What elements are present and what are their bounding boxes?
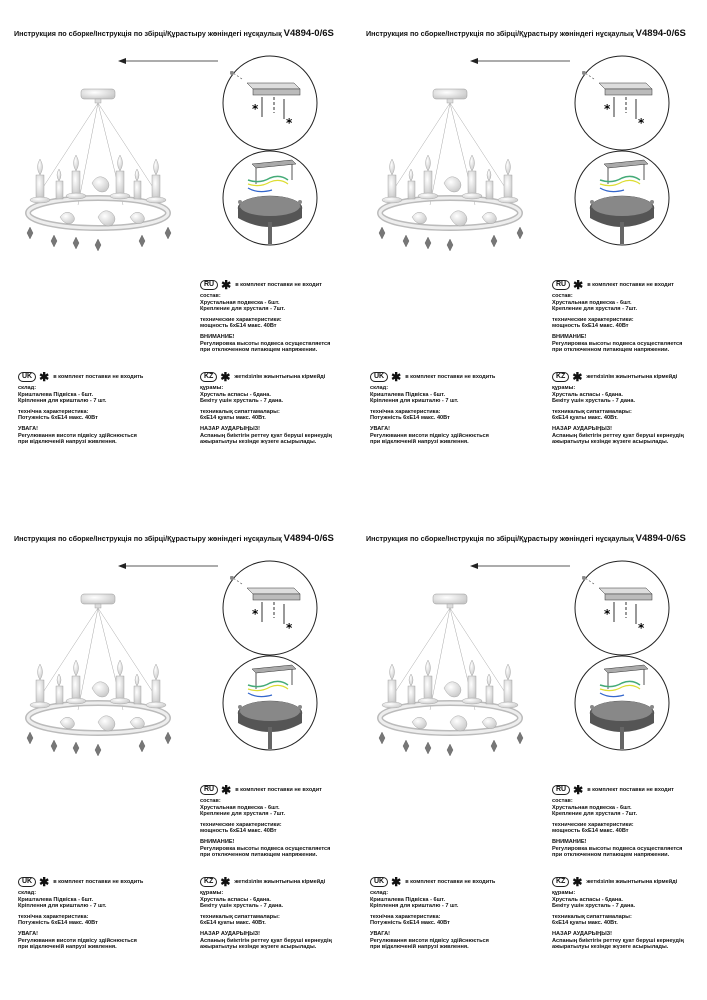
kz-warning: НАЗАР АУДАРЫҢЫЗ! Аспаның биіктігін реттеу қуат беруші кернеудің ажыратылуы кезінде жүзеге асырылады. bbox=[552, 425, 684, 446]
ru-badge: RU bbox=[200, 785, 218, 795]
kz-composition: құрамы: Хрусталь аспасы - 6дана. Бекіту үшін хрусталь - 7 дана. bbox=[552, 890, 636, 910]
uk-composition: склад: Кришталева Підвіска - 6шт. Кріплення для кришталю - 7 шт. bbox=[18, 890, 107, 910]
model-code: V4894-0/6S bbox=[283, 28, 334, 39]
asterisk-icon: ✱ bbox=[391, 875, 402, 889]
uk-note: в комплект поставки не входить bbox=[53, 878, 144, 885]
asterisk-icon: ✱ bbox=[220, 370, 231, 384]
ru-specs: технические характеристики: мощность 6хЕ14 макс. 40Вт bbox=[200, 821, 282, 835]
kz-badge: KZ bbox=[552, 877, 569, 887]
svg-text:*: * bbox=[604, 607, 611, 621]
kz-warning: НАЗАР АУДАРЫҢЫЗ! Аспаның биіктігін реттеу қуат беруші кернеудің ажыратылуы кезінде жүзеге асырылады. bbox=[200, 425, 332, 446]
uk-badge: UK bbox=[18, 372, 36, 382]
kz-note: жеткізілім жиынтығына кірмейді bbox=[234, 878, 326, 885]
ru-note: в комплект поставки не входит bbox=[587, 786, 674, 793]
ru-section bbox=[552, 280, 702, 358]
instruction-panel-2 bbox=[352, 0, 692, 480]
ru-specs: технические характеристики: мощность 6хЕ14 макс. 40Вт bbox=[552, 316, 634, 330]
kz-badge: KZ bbox=[200, 372, 217, 382]
ru-section bbox=[200, 280, 350, 358]
ru-composition: состав: Хрустальная подвеска - 6шт. Крепление для хрусталя - 7шт. bbox=[552, 293, 638, 313]
chandelier-illustration bbox=[370, 55, 550, 255]
kz-warning: НАЗАР АУДАРЫҢЫЗ! Аспаның биіктігін реттеу қуат беруші кернеудің ажыратылуы кезінде жүзеге асырылады. bbox=[552, 930, 684, 951]
uk-note: в комплект поставки не входить bbox=[405, 878, 496, 885]
uk-section bbox=[18, 372, 193, 450]
kz-note: жеткізілім жиынтығына кірмейді bbox=[586, 373, 678, 380]
asterisk-icon: ✱ bbox=[573, 783, 584, 797]
asterisk-icon: ✱ bbox=[221, 783, 232, 797]
kz-composition: құрамы: Хрусталь аспасы - 6дана. Бекіту үшін хрусталь - 7 дана. bbox=[200, 385, 284, 405]
svg-text:*: * bbox=[638, 116, 645, 130]
mounting-bracket-detail bbox=[574, 560, 670, 656]
svg-text:*: * bbox=[252, 102, 259, 116]
uk-badge: UK bbox=[370, 372, 388, 382]
ru-note: в комплект поставки не входит bbox=[235, 786, 322, 793]
mounting-bracket-detail bbox=[222, 560, 318, 656]
kz-section bbox=[200, 877, 350, 955]
chandelier-illustration bbox=[18, 560, 198, 760]
uk-section bbox=[18, 877, 193, 955]
ru-composition: состав: Хрустальная подвеска - 6шт. Крепление для хрусталя - 7шт. bbox=[552, 798, 638, 818]
model-code: V4894-0/6S bbox=[283, 533, 334, 544]
asterisk-icon: ✱ bbox=[572, 370, 583, 384]
uk-note: в комплект поставки не входить bbox=[53, 373, 144, 380]
uk-section bbox=[370, 877, 545, 955]
ru-badge: RU bbox=[552, 280, 570, 290]
model-code: V4894-0/6S bbox=[635, 533, 686, 544]
uk-composition: склад: Кришталева Підвіска - 6шт. Кріплення для кришталю - 7 шт. bbox=[18, 385, 107, 405]
title-text: Инструкция по сборке/Інструкція по збірці/Құрастыру жөніндегі нұсқаулық bbox=[14, 534, 282, 543]
uk-warning: УВАГА! Регулювання висоти підвісу здійснюється при відключеній напрузі живлення. bbox=[370, 930, 489, 951]
title-text: Инструкция по сборке/Інструкція по збірці/Құрастыру жөніндегі нұсқаулық bbox=[366, 534, 634, 543]
uk-badge: UK bbox=[18, 877, 36, 887]
instruction-title bbox=[366, 533, 686, 544]
asterisk-icon: ✱ bbox=[572, 875, 583, 889]
ru-specs: технические характеристики: мощность 6хЕ14 макс. 40Вт bbox=[552, 821, 634, 835]
ru-composition: состав: Хрустальная подвеска - 6шт. Крепление для хрусталя - 7шт. bbox=[200, 293, 286, 313]
instruction-panel-4 bbox=[352, 505, 692, 985]
model-code: V4894-0/6S bbox=[635, 28, 686, 39]
instruction-panel-3 bbox=[0, 505, 340, 985]
ru-section bbox=[200, 785, 350, 863]
uk-warning: УВАГА! Регулювання висоти підвісу здійснюється при відключеній напрузі живлення. bbox=[370, 425, 489, 446]
kz-badge: KZ bbox=[552, 372, 569, 382]
uk-specs: технічна характеристика: Потужність 6хЕ14 макс. 40Вт bbox=[18, 913, 98, 927]
ru-warning: ВНИМАНИЕ! Регулировка высоты подвеса осуществляется при отключенном питающем напряжении. bbox=[552, 333, 683, 354]
uk-warning: УВАГА! Регулювання висоти підвісу здійснюється при відключеній напрузі живлення. bbox=[18, 425, 137, 446]
ru-note: в комплект поставки не входит bbox=[235, 281, 322, 288]
wiring-canopy-detail bbox=[574, 150, 670, 246]
svg-text:*: * bbox=[286, 116, 293, 130]
ru-specs: технические характеристики: мощность 6хЕ14 макс. 40Вт bbox=[200, 316, 282, 330]
uk-badge: UK bbox=[370, 877, 388, 887]
asterisk-icon: ✱ bbox=[391, 370, 402, 384]
uk-composition: склад: Кришталева Підвіска - 6шт. Кріплення для кришталю - 7 шт. bbox=[370, 385, 459, 405]
ru-note: в комплект поставки не входит bbox=[587, 281, 674, 288]
kz-composition: құрамы: Хрусталь аспасы - 6дана. Бекіту үшін хрусталь - 7 дана. bbox=[552, 385, 636, 405]
asterisk-icon: ✱ bbox=[573, 278, 584, 292]
svg-text:*: * bbox=[638, 621, 645, 635]
kz-warning: НАЗАР АУДАРЫҢЫЗ! Аспаның биіктігін реттеу қуат беруші кернеудің ажыратылуы кезінде жүзеге асырылады. bbox=[200, 930, 332, 951]
wiring-canopy-detail bbox=[222, 150, 318, 246]
ru-warning: ВНИМАНИЕ! Регулировка высоты подвеса осуществляется при отключенном питающем напряжении. bbox=[552, 838, 683, 859]
svg-text:*: * bbox=[604, 102, 611, 116]
instruction-title bbox=[366, 28, 686, 39]
svg-text:*: * bbox=[286, 621, 293, 635]
title-text: Инструкция по сборке/Інструкція по збірці/Құрастыру жөніндегі нұсқаулық bbox=[14, 29, 282, 38]
uk-specs: технічна характеристика: Потужність 6хЕ14 макс. 40Вт bbox=[370, 408, 450, 422]
kz-section bbox=[200, 372, 350, 450]
uk-specs: технічна характеристика: Потужність 6хЕ14 макс. 40Вт bbox=[370, 913, 450, 927]
instruction-title bbox=[14, 533, 334, 544]
asterisk-icon: ✱ bbox=[220, 875, 231, 889]
uk-specs: технічна характеристика: Потужність 6хЕ14 макс. 40Вт bbox=[18, 408, 98, 422]
wiring-canopy-detail bbox=[222, 655, 318, 751]
mounting-bracket-detail bbox=[574, 55, 670, 151]
asterisk-icon: ✱ bbox=[39, 875, 50, 889]
kz-note: жеткізілім жиынтығына кірмейді bbox=[586, 878, 678, 885]
uk-warning: УВАГА! Регулювання висоти підвісу здійснюється при відключеній напрузі живлення. bbox=[18, 930, 137, 951]
kz-specs: техникалық сипаттамалары: 6хЕ14 қуаты макс. 40Вт. bbox=[200, 408, 280, 422]
instruction-panel-1 bbox=[0, 0, 340, 480]
ru-section bbox=[552, 785, 702, 863]
uk-composition: склад: Кришталева Підвіска - 6шт. Кріплення для кришталю - 7 шт. bbox=[370, 890, 459, 910]
asterisk-icon: ✱ bbox=[39, 370, 50, 384]
chandelier-illustration bbox=[18, 55, 198, 255]
kz-section bbox=[552, 372, 702, 450]
ru-badge: RU bbox=[552, 785, 570, 795]
wiring-canopy-detail bbox=[574, 655, 670, 751]
ru-warning: ВНИМАНИЕ! Регулировка высоты подвеса осуществляется при отключенном питающем напряжении. bbox=[200, 333, 331, 354]
kz-specs: техникалық сипаттамалары: 6хЕ14 қуаты макс. 40Вт. bbox=[552, 408, 632, 422]
asterisk-icon: ✱ bbox=[221, 278, 232, 292]
title-text: Инструкция по сборке/Інструкція по збірці/Құрастыру жөніндегі нұсқаулық bbox=[366, 29, 634, 38]
svg-text:*: * bbox=[252, 607, 259, 621]
kz-composition: құрамы: Хрусталь аспасы - 6дана. Бекіту үшін хрусталь - 7 дана. bbox=[200, 890, 284, 910]
chandelier-illustration bbox=[370, 560, 550, 760]
uk-section bbox=[370, 372, 545, 450]
kz-note: жеткізілім жиынтығына кірмейді bbox=[234, 373, 326, 380]
ru-warning: ВНИМАНИЕ! Регулировка высоты подвеса осуществляется при отключенном питающем напряжении. bbox=[200, 838, 331, 859]
kz-specs: техникалық сипаттамалары: 6хЕ14 қуаты макс. 40Вт. bbox=[200, 913, 280, 927]
ru-composition: состав: Хрустальная подвеска - 6шт. Крепление для хрусталя - 7шт. bbox=[200, 798, 286, 818]
instruction-title bbox=[14, 28, 334, 39]
kz-specs: техникалық сипаттамалары: 6хЕ14 қуаты макс. 40Вт. bbox=[552, 913, 632, 927]
mounting-bracket-detail bbox=[222, 55, 318, 151]
uk-note: в комплект поставки не входить bbox=[405, 373, 496, 380]
kz-section bbox=[552, 877, 702, 955]
ru-badge: RU bbox=[200, 280, 218, 290]
kz-badge: KZ bbox=[200, 877, 217, 887]
